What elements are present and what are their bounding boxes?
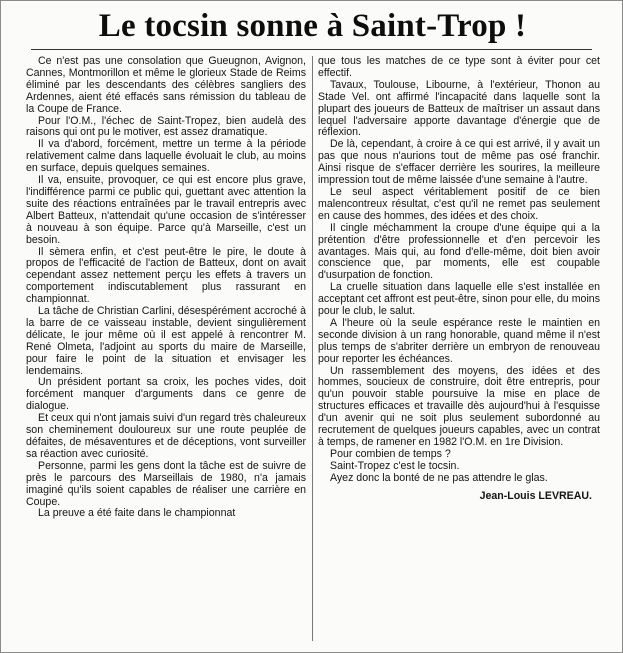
author-signature: Jean-Louis LEVREAU. <box>479 489 592 502</box>
paragraph: Saint-Tropez c'est le tocsin. <box>330 459 460 472</box>
paragraph: Il va d'abord, forcément, mettre un terme à la période relativement calme dans laquelle évoluait le club, au moins en surface, depuis quelques semaines. <box>26 138 306 175</box>
paragraph: De là, cependant, à croire à ce qui est arrivé, il y avait un pas que nous n'aurions tout de même pas osé franchir. Ainsi risque de s'effacer derrière les sourires, la meilleure impression tout de même laissée d'une semaine à l'autre. <box>318 138 600 187</box>
paragraph: Il cingle méchamment la croupe d'une équipe qui a la prétention d'être professionnelle et d'en percevoir les avantages. Mais qui, au fond d'elle-même, doit bien avoir conscience que, par moments, elle est coupable d'usurpation de fonction. <box>318 221 600 282</box>
paragraph: Un président portant sa croix, les poches vides, doit forcément manquer d'arguments dans ce genre de dialogue. <box>26 376 306 413</box>
paragraph: Pour l'O.M., l'échec de Saint-Tropez, bien audelà des raisons qui ont pu le motiver, est assez dramatique. <box>26 114 306 139</box>
paragraph: Il sèmera enfin, et c'est peut-être le pire, le doute à propos de l'efficacité de l'action de Batteux, dont on avait cependant assez nettement perçu les effets à travers un comportement indiscutablement plus rassurant en championnat. <box>26 245 306 306</box>
paragraph: La tâche de Christian Carlini, désespérément accroché à la barre de ce vaisseau instable, devient singulièrement délicate, le jour même où il est appelé à rencontrer M. René Olmeta, l'adjoint au sports du maire de Marseille, pour faire le point de la situation et envisager les lendemains. <box>26 305 306 377</box>
right-column <box>318 56 600 503</box>
paragraph: que tous les matches de ce type sont à éviter pour cet effectif. <box>318 55 600 79</box>
paragraph: Il va, ensuite, provoquer, ce qui est encore plus grave, l'indifférence parmi ce public qui, guettant avec attention la suite des réactions entraînées par le travail entrepris avec Albert Batteux, n'attendait qu'une occasion de s'intéresser à nouveau à son équipe. Parce qu'à Marseille, c'est un besoin. <box>26 174 306 246</box>
paragraph: Tavaux, Toulouse, Libourne, à l'extérieur, Thonon au Stade Vel. ont affirmé l'incapacité dans laquelle sont la plupart des joueurs de Batteux de maîtriser un assaut dans lequel l'adversaire apporte davantage d'énergie que de réflexion. <box>318 78 600 139</box>
paragraph: Un rassemblement des moyens, des idées et des hommes, soucieux de construire, doit être entrepris, pour qu'un pouvoir stable poursuive la mise en place de structures efficaces et travaille dès aujourd'hui à l'esquisse d'un avenir qui ne soit plus seulement subordonné au recrutement de quelques joueurs capables, avec un contrat à temps, de ramener en 1982 l'O.M. en 1re Division. <box>318 364 600 448</box>
left-column <box>26 56 306 520</box>
paragraph: Pour combien de temps ? <box>330 447 451 460</box>
column-divider <box>312 56 313 641</box>
paragraph: Ce n'est pas une consolation que Gueugnon, Avignon, Cannes, Montmorillon et même le glorieux Stade de Reims éliminé par les descendants des célèbres sangliers des Ardennes, aient été effacés sans rémission du tableau de la Coupe de France. <box>26 55 306 115</box>
headline-divider <box>31 49 592 50</box>
paragraph: Et ceux qui n'ont jamais suivi d'un regard très chaleureux son cheminement douloureux sur une route peuplée de défaites, de mésaventures et de déceptions, vont surveiller sa réaction avec curiosité. <box>26 412 306 460</box>
paragraph: Personne, parmi les gens dont la tâche est de suivre de près le parcours des Marseillais de 1980, n'a jamais imaginé qu'ils soient capables de réaliser une carrière en Coupe. <box>26 459 306 508</box>
paragraph: La cruelle situation dans laquelle elle s'est installée en acceptant cet affront est peut-être, sinon pour elle, du moins pour le club, le salut. <box>318 281 600 318</box>
paragraph: Le seul aspect véritablement positif de ce bien malencontreux résultat, c'est qu'il ne remet pas seulement en cause des hommes, des idées et des choix. <box>318 185 600 222</box>
headline: Le tocsin sonne à Saint-Trop ! <box>98 8 527 44</box>
paragraph: A l'heure où la seule espérance reste le maintien en seconde division à un rang honorable, quand même il n'est plus temps de s'abriter derrière un embryon de renouveau pour reporter les échéances. <box>318 316 600 365</box>
paragraph: Ayez donc la bonté de ne pas attendre le glas. <box>330 471 548 484</box>
paragraph: La preuve a été faite dans le championnat <box>38 507 236 520</box>
